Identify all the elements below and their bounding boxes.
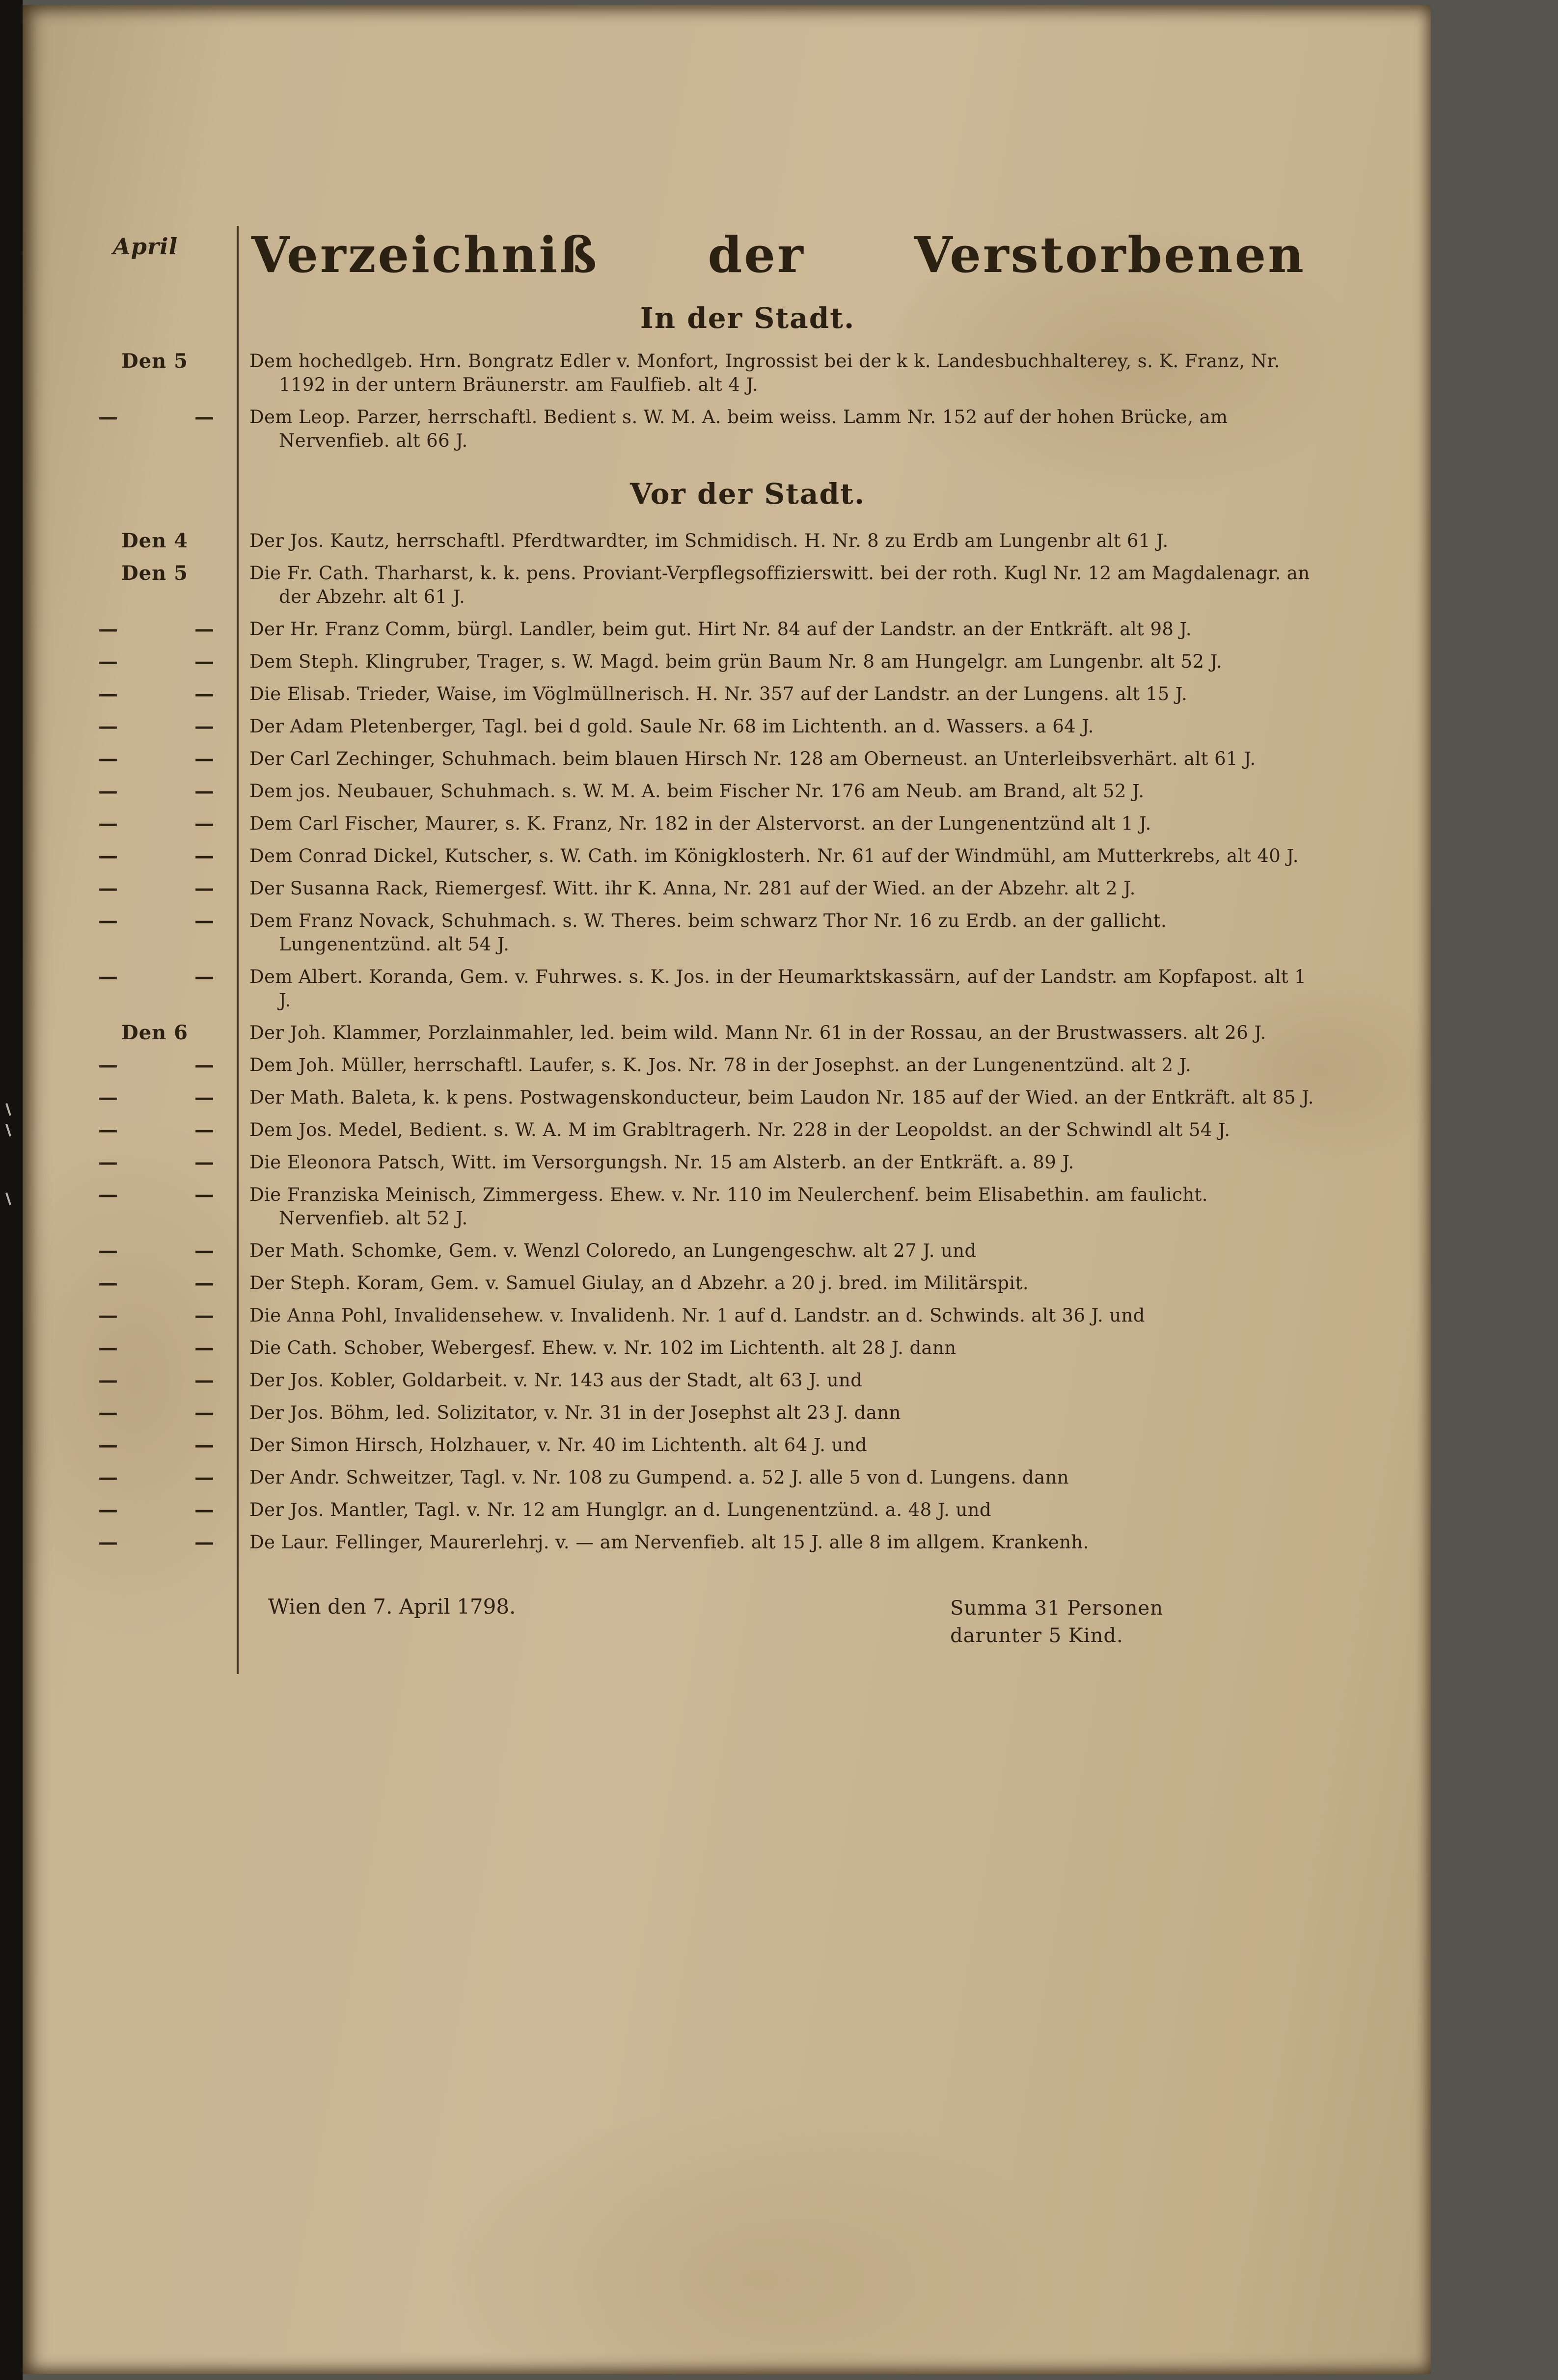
entry-date: — —: [98, 715, 215, 738]
entry-row: [70, 806, 1325, 838]
title-word: Verzeichniß: [251, 226, 599, 284]
entry-text: Der Carl Zechinger, Schuhmach. beim blauen Hirsch Nr. 128 am Oberneust. an Unterleibsverhärt. alt 61 J.: [237, 741, 1325, 774]
entry-text: Der Joh. Klammer, Porzlainmahler, led. beim wild. Mann Nr. 61 in der Rossau, an der Brustwassers. alt 26 J.: [237, 1015, 1325, 1048]
entry-date: — —: [98, 618, 215, 641]
entry-date: — —: [98, 1498, 215, 1521]
entry-row: [70, 1395, 1325, 1428]
entry-date: — —: [98, 1183, 215, 1206]
entry-row: [70, 741, 1325, 774]
entry-date: — —: [98, 406, 215, 429]
entry-text: Dem Conrad Dickel, Kutscher, s. W. Cath. im Königklosterh. Nr. 61 auf der Windmühl, am Mutterkrebs, alt 40 J.: [237, 838, 1325, 871]
footer-summa-children: darunter 5 Kind.: [950, 1624, 1123, 1647]
entry-text: Der Jos. Kautz, herrschaftl. Pferdtwardter, im Schmidisch. H. Nr. 8 zu Erdb am Lungenbr alt 61 J.: [237, 523, 1325, 556]
entry-date: Den 4: [121, 529, 188, 552]
entry-row: [70, 1145, 1325, 1177]
entry-row: [70, 644, 1325, 676]
entry-text: Der Jos. Mantler, Tagl. v. Nr. 12 am Hunglgr. an d. Lungenentzünd. a. 48 J. und: [237, 1492, 1325, 1525]
entry-text: Der Andr. Schweitzer, Tagl. v. Nr. 108 zu Gumpend. a. 52 J. alle 5 von d. Lungens. dann: [237, 1460, 1325, 1492]
entry-text: Dem Albert. Koranda, Gem. v. Fuhrwes. s. K. Jos. in der Heumarktskassärn, auf der Landstr. am Kopfapost. alt 1 J.: [237, 959, 1325, 1015]
entry-text: Die Eleonora Patsch, Witt. im Versorgungsh. Nr. 15 am Alsterb. an der Entkräft. a. 89 J.: [237, 1145, 1325, 1177]
entry-row: [70, 523, 1325, 556]
entry-row: [70, 1428, 1325, 1460]
entry-text: Der Susanna Rack, Riemergesf. Witt. ihr K. Anna, Nr. 281 auf der Wied. an der Abzehr. alt 2 J.: [237, 871, 1325, 903]
section-heading-vor-der-stadt: Vor der Stadt.: [237, 456, 1325, 523]
entry-row: [70, 612, 1325, 644]
entry-text: Dem jos. Neubauer, Schuhmach. s. W. M. A. beim Fischer Nr. 176 am Neub. am Brand, alt 52 J.: [237, 774, 1325, 806]
entry-text: Die Fr. Cath. Tharharst, k. k. pens. Proviant-Verpflegsoffizierswitt. bei der roth. Kugl Nr. 12 am Magdalenagr. an der Abzehr. alt 61 J.: [237, 556, 1325, 612]
vorstadt-entry-list: [70, 523, 1325, 1557]
title-word: Verstorbenen: [914, 226, 1306, 284]
entry-date: — —: [98, 844, 215, 867]
entry-date: — —: [98, 1118, 215, 1141]
entry-row: [70, 871, 1325, 903]
entry-row: [70, 1298, 1325, 1330]
entry-text: Der Hr. Franz Comm, bürgl. Landler, beim gut. Hirt Nr. 84 auf der Landstr. an der Entkräft. alt 98 J.: [237, 612, 1325, 644]
entry-text: Die Cath. Schober, Webergesf. Ehew. v. Nr. 102 im Lichtenth. alt 28 J. dann: [237, 1330, 1325, 1363]
entry-date: — —: [98, 909, 215, 932]
entry-row: [70, 959, 1325, 1015]
entry-date: — —: [98, 747, 215, 770]
entry-date: — —: [98, 812, 215, 835]
entry-text: Der Math. Schomke, Gem. v. Wenzl Coloredo, an Lungengeschw. alt 27 J. und: [237, 1233, 1325, 1266]
entry-date: — —: [98, 1466, 215, 1489]
entry-text: Dem Steph. Klingruber, Trager, s. W. Magd. beim grün Baum Nr. 8 am Hungelgr. am Lungenbr. alt 52 J.: [237, 644, 1325, 676]
entry-text: Der Math. Baleta, k. k pens. Postwagenskonducteur, beim Laudon Nr. 185 auf der Wied. an der Entkräft. alt 85 J.: [237, 1080, 1325, 1112]
entry-text: De Laur. Fellinger, Maurerlehrj. v. — am Nervenfieb. alt 15 J. alle 8 im allgem. Krankenh.: [237, 1525, 1325, 1557]
entry-date: Den 6: [121, 1021, 188, 1044]
footer-summary: [950, 1595, 1163, 1650]
entry-row: [70, 1048, 1325, 1080]
entry-text: Dem Jos. Medel, Bedient. s. W. A. M im Grabltragerh. Nr. 228 in der Leopoldst. an der Schwindl alt 54 J.: [237, 1112, 1325, 1145]
entry-text: Die Franziska Meinisch, Zimmergess. Ehew. v. Nr. 110 im Neulerchenf. beim Elisabethin. am faulicht. Nervenfieb. alt 52 J.: [237, 1177, 1325, 1233]
entry-text: Der Adam Pletenberger, Tagl. bei d gold. Saule Nr. 68 im Lichtenth. an d. Wassers. a 64 J.: [237, 709, 1325, 741]
entry-row: [70, 774, 1325, 806]
margin-spacer: [70, 287, 237, 293]
entry-row: [70, 1460, 1325, 1492]
footer-row: [70, 1557, 1325, 1674]
entry-row: [70, 1177, 1325, 1233]
entry-date: — —: [98, 877, 215, 900]
entry-date: — —: [98, 1336, 215, 1359]
margin-month-label: April: [113, 233, 178, 260]
entry-date: — —: [98, 1151, 215, 1174]
footer-summa-total: Summa 31 Personen: [950, 1597, 1163, 1620]
entry-date: — —: [98, 1433, 215, 1457]
margin-spacer: [70, 456, 237, 461]
entry-date: Den 5: [121, 562, 188, 585]
entry-date: — —: [98, 1401, 215, 1424]
entry-row: [70, 1112, 1325, 1145]
entry-row: [70, 1266, 1325, 1298]
entry-text: Der Simon Hirsch, Holzhauer, v. Nr. 40 im Lichtenth. alt 64 J. und: [237, 1428, 1325, 1460]
title-row: [70, 226, 1325, 287]
scanned-page: [23, 5, 1431, 2374]
entry-text: Dem Carl Fischer, Maurer, s. K. Franz, Nr. 182 in der Alstervorst. an der Lungenentzünd alt 1 J.: [237, 806, 1325, 838]
section-row-stadt: [70, 287, 1325, 344]
entry-date: — —: [98, 965, 215, 988]
entry-row: [70, 1492, 1325, 1525]
entry-row: [70, 903, 1325, 959]
section-row-vorstadt: [70, 456, 1325, 523]
entry-row: [70, 838, 1325, 871]
entry-text: Dem Franz Novack, Schuhmach. s. W. Theres. beim schwarz Thor Nr. 16 zu Erdb. an der gallicht. Lungenentzünd. alt 54 J.: [237, 903, 1325, 959]
entry-row: [70, 1525, 1325, 1557]
entry-date: — —: [98, 1369, 215, 1392]
entry-text: Dem Joh. Müller, herrschaftl. Laufer, s. K. Jos. Nr. 78 in der Josephst. an der Lungenentzünd. alt 2 J.: [237, 1048, 1325, 1080]
entry-text: Die Anna Pohl, Invalidensehew. v. Invalidenh. Nr. 1 auf d. Landstr. an d. Schwinds. alt 36 J. und: [237, 1298, 1325, 1330]
entry-row: [70, 1015, 1325, 1048]
entry-text: Dem Leop. Parzer, herrschaftl. Bedient s. W. M. A. beim weiss. Lamm Nr. 152 auf der hohen Brücke, am Nervenfieb. alt 66 J.: [237, 400, 1325, 456]
entry-text: Dem hochedlgeb. Hrn. Bongratz Edler v. Monfort, Ingrossist bei der k k. Landesbuchhalterey, s. K. Franz, Nr. 1192 in der untern Bräunerstr. am Faulfieb. alt 4 J.: [237, 344, 1325, 400]
entry-date: — —: [98, 650, 215, 673]
stadt-entry-list: [70, 344, 1325, 456]
title-word: der: [708, 226, 805, 284]
entry-row: [70, 709, 1325, 741]
entry-text: Der Jos. Böhm, led. Solizitator, v. Nr. 31 in der Josephst alt 23 J. dann: [237, 1395, 1325, 1428]
entry-date: — —: [98, 1054, 215, 1077]
entry-row: [70, 400, 1325, 456]
entry-date: — —: [98, 682, 215, 705]
page-title: [237, 226, 1325, 287]
section-heading-in-der-stadt: In der Stadt.: [237, 287, 1325, 344]
entry-row: [70, 1330, 1325, 1363]
page-footer: [237, 1557, 1325, 1674]
entry-date: Den 5: [121, 350, 188, 373]
entry-date: — —: [98, 1531, 215, 1554]
entry-text: Die Elisab. Trieder, Waise, im Vöglmüllnerisch. H. Nr. 357 auf der Landstr. an der Lungens. alt 15 J.: [237, 676, 1325, 709]
entry-row: [70, 1363, 1325, 1395]
entry-text: Der Steph. Koram, Gem. v. Samuel Giulay, an d Abzehr. a 20 j. bred. im Militärspit.: [237, 1266, 1325, 1298]
death-register: [70, 226, 1325, 1674]
entry-row: [70, 344, 1325, 400]
entry-row: [70, 556, 1325, 612]
entry-text: Der Jos. Kobler, Goldarbeit. v. Nr. 143 aus der Stadt, alt 63 J. und: [237, 1363, 1325, 1395]
entry-row: [70, 1233, 1325, 1266]
entry-date: — —: [98, 1086, 215, 1109]
entry-date: — —: [98, 1239, 215, 1262]
entry-date: — —: [98, 1271, 215, 1295]
margin-spacer: [70, 1557, 237, 1563]
footer-place-date: Wien den 7. April 1798.: [268, 1595, 516, 1619]
entry-row: [70, 1080, 1325, 1112]
entry-row: [70, 676, 1325, 709]
entry-date: — —: [98, 780, 215, 803]
scan-edge-strip: [0, 0, 23, 2380]
entry-date: — —: [98, 1304, 215, 1327]
